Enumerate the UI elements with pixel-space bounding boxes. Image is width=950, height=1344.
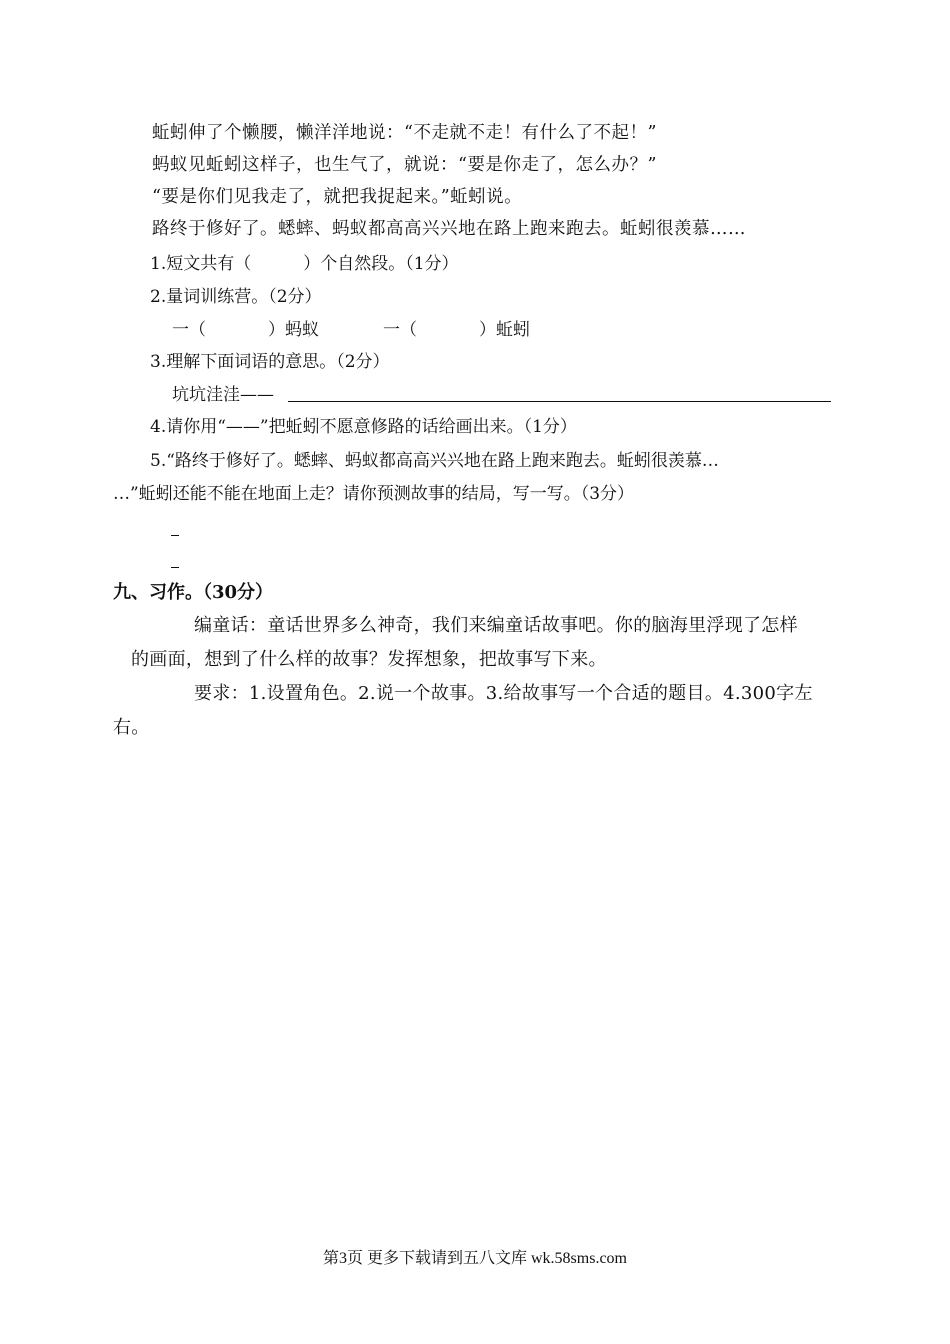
question-5-line-2: …”蚯蚓还能不能在地面上走？请你预测故事的结局，写一写。（3分）	[113, 484, 635, 504]
measure-word-ant	[172, 318, 319, 342]
question-1-suffix: ）个自然段。（1分）	[303, 254, 459, 274]
essay-requirements-line-1: 要求：1.设置角色。2.说一个故事。3.给故事写一个合适的题目。4.300字左	[194, 683, 813, 704]
question-3-word: 坑坑洼洼——	[172, 385, 274, 405]
question-1-prefix: 1.短文共有（	[150, 254, 252, 274]
page-footer: 第3页 更多下载请到五八文库 wk.58sms.com	[322, 1250, 627, 1267]
story-line-4: 路终于修好了。蟋蟀、蚂蚁都高高兴兴地在路上跑来跑去。蚯蚓很羡慕……	[152, 219, 746, 239]
section-heading: 九、习作。（30分）	[113, 582, 274, 603]
story-line-1: 蚯蚓伸了个懒腰，懒洋洋地说：“不走就不走！有什么了不起！”	[152, 123, 657, 143]
question-4: 4.请你用“——”把蚯蚓不愿意修路的话给画出来。（1分）	[150, 417, 577, 437]
story-line-3: “要是你们见我走了，就把我捉起来。”蚯蚓说。	[152, 187, 523, 207]
essay-prompt-line-2: 的画面，想到了什么样的故事？发挥想象，把故事写下来。	[131, 649, 607, 670]
question-5-line-1: 5.“路终于修好了。蟋蟀、蚂蚁都高高兴兴地在路上跑来跑去。蚯蚓很羡慕…	[150, 451, 719, 471]
measure-word-earthworm	[383, 318, 530, 342]
answer-line[interactable]	[288, 401, 831, 402]
story-line-2: 蚂蚁见蚯蚓这样子，也生气了，就说：“要是你走了，怎么办？”	[152, 155, 657, 175]
answer-dash[interactable]	[171, 567, 179, 568]
measure-noun: ）蚯蚓	[479, 320, 530, 340]
question-1	[150, 252, 459, 276]
answer-dash[interactable]	[171, 535, 179, 536]
essay-prompt-line-1: 编童话：童话世界多么神奇，我们来编童话故事吧。你的脑海里浮现了怎样	[194, 615, 798, 636]
measure-noun: ）蚂蚁	[268, 320, 319, 340]
measure-prefix: 一（	[383, 320, 417, 340]
essay-requirements-line-2: 右。	[113, 717, 150, 738]
measure-prefix: 一（	[172, 320, 206, 340]
question-3: 3.理解下面词语的意思。（2分）	[150, 352, 390, 372]
question-2: 2.量词训练营。（2分）	[150, 287, 322, 307]
